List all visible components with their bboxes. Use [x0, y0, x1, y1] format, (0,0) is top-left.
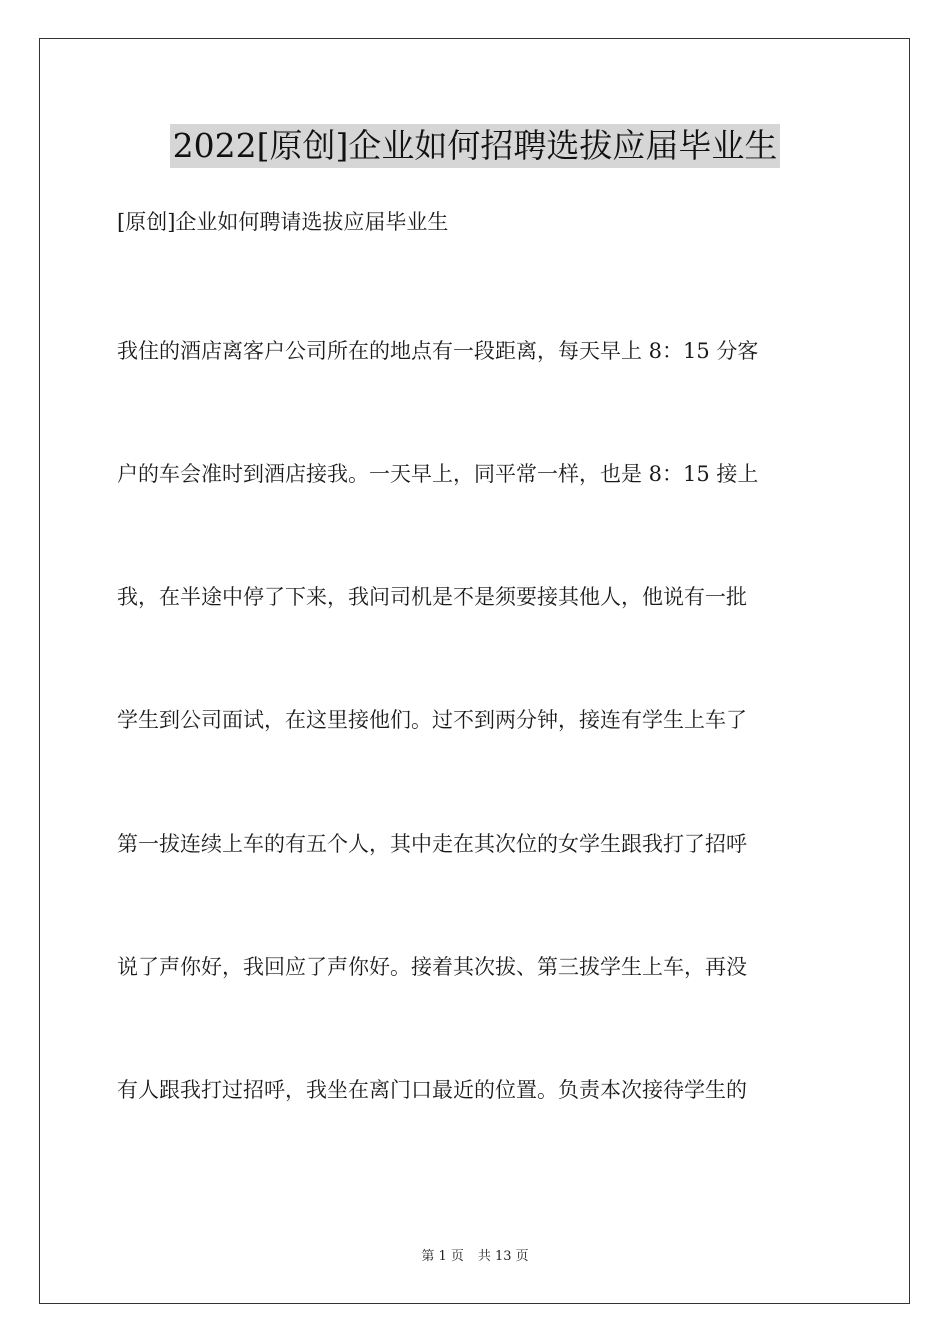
- document-title: 2022[原创]企业如何招聘选拔应届毕业生: [170, 124, 781, 168]
- paragraph-line: 学生到公司面试，在这里接他们。过不到两分钟，接连有学生上车了: [117, 708, 747, 732]
- page-footer: [0, 1248, 950, 1266]
- title-container: [0, 124, 950, 168]
- page-total: 共 13 页: [477, 1249, 529, 1264]
- paragraph-line: 说了声你好，我回应了声你好。接着其次拔、第三拔学生上车，再没: [117, 955, 747, 979]
- page-number: 第 1 页: [421, 1249, 464, 1264]
- document-subtitle: [原创]企业如何聘请选拔应届毕业生: [117, 210, 449, 234]
- paragraph-line: 第一拔连续上车的有五个人，其中走在其次位的女学生跟我打了招呼: [117, 832, 747, 856]
- paragraph-line: 我，在半途中停了下来，我问司机是不是须要接其他人，他说有一批: [117, 585, 747, 609]
- paragraph-line: 有人跟我打过招呼，我坐在离门口最近的位置。负责本次接待学生的: [117, 1078, 747, 1102]
- paragraph-line: 户的车会准时到酒店接我。一天早上，同平常一样，也是 8：15 接上: [117, 462, 759, 486]
- paragraph-line: 我住的酒店离客户公司所在的地点有一段距离，每天早上 8：15 分客: [117, 339, 759, 363]
